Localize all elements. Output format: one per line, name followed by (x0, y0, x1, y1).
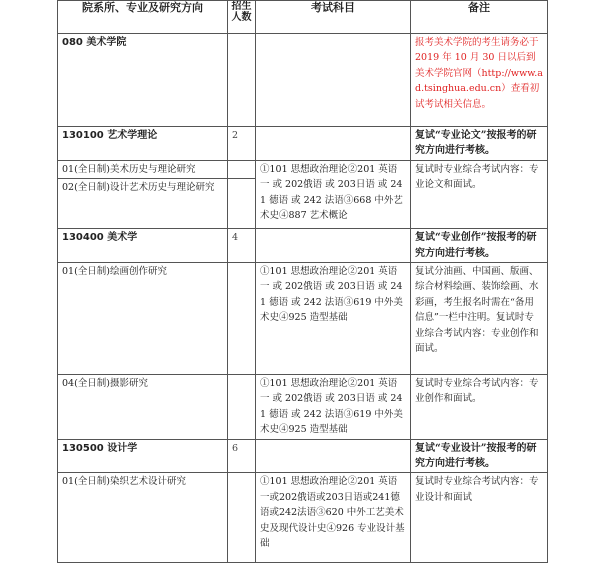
table-row (58, 34, 548, 127)
table-row (58, 229, 548, 263)
table-row (58, 439, 548, 473)
note-cell: 复试“专业设计”按报考的研究方向进行考核。 (411, 439, 548, 473)
note-cell: 复试时专业综合考试内容：专业设计和面试 (411, 473, 548, 563)
header-dept: 院系所、专业及研究方向 (58, 1, 228, 34)
table-header-row (58, 1, 548, 34)
quota-cell (228, 473, 256, 563)
quota-cell (228, 375, 256, 440)
major-cell: 130500 设计学 (58, 439, 228, 473)
direction-cell: 01(全日制)绘画创作研究 (58, 263, 228, 375)
exam-cell (256, 439, 411, 473)
table-row (58, 263, 548, 375)
direction-cell: 02(全日制)设计艺术历史与理论研究 (58, 179, 228, 229)
quota-cell (228, 160, 256, 178)
direction-cell: 04(全日制)摄影研究 (58, 375, 228, 440)
note-cell: 复试“专业创作”按报考的研究方向进行考核。 (411, 229, 548, 263)
header-quota: 招生人数 (228, 1, 256, 34)
exam-cell (256, 34, 411, 127)
note-cell: 复试“专业论文”按报考的研究方向进行考核。 (411, 127, 548, 161)
quota-cell (228, 179, 256, 229)
exam-cell (256, 229, 411, 263)
exam-cell: ①101 思想政治理论②201 英语一 或 202俄语 或 203日语 或 241 德语 或 242 法语③619 中外美术史④925 造型基础 (256, 375, 411, 440)
dept-cell: 080 美术学院 (58, 34, 228, 127)
exam-cell: ①101 思想政治理论②201 英语一 或 202俄语 或 203日语 或 241 德语 或 242 法语③619 中外美术史④925 造型基础 (256, 263, 411, 375)
quota-cell (228, 34, 256, 127)
quota-cell: 4 (228, 229, 256, 263)
note-cell: 复试时专业综合考试内容：专业论文和面试。 (411, 160, 548, 228)
note-cell: 复试时专业综合考试内容：专业创作和面试。 (411, 375, 548, 440)
table-row (58, 473, 548, 563)
major-cell: 130400 美术学 (58, 229, 228, 263)
exam-cell: ①101 思想政治理论②201 英语一或202俄语或203日语或241德语或242法语③620 中外工艺美术史及现代设计史④926 专业设计基础 (256, 473, 411, 563)
table-row (58, 375, 548, 440)
header-notes: 备注 (411, 1, 548, 34)
quota-cell: 2 (228, 127, 256, 161)
exam-cell (256, 127, 411, 161)
header-exam: 考试科目 (256, 1, 411, 34)
admissions-table-page (57, 0, 547, 551)
direction-cell: 01(全日制)染织艺术设计研究 (58, 473, 228, 563)
direction-cell: 01(全日制)美术历史与理论研究 (58, 160, 228, 178)
note-cell: 复试分油画、中国画、版画、综合材料绘画、装饰绘画、水彩画，考生报名时需在“备用信息”一栏中注明。复试时专业综合考试内容：专业创作和面试。 (411, 263, 548, 375)
admissions-table (57, 0, 548, 563)
quota-cell (228, 263, 256, 375)
table-row (58, 127, 548, 161)
note-cell: 报考美术学院的考生请务必于 2019 年 10 月 30 日以后到美术学院官网（http://www.ad.tsinghua.edu.cn）查看初试考试相关信息。 (411, 34, 548, 127)
table-row (58, 160, 548, 178)
exam-cell: ①101 思想政治理论②201 英语一 或 202俄语 或 203日语 或 241 德语 或 242 法语③668 中外艺术史④887 艺术概论 (256, 160, 411, 228)
major-cell: 130100 艺术学理论 (58, 127, 228, 161)
quota-cell: 6 (228, 439, 256, 473)
